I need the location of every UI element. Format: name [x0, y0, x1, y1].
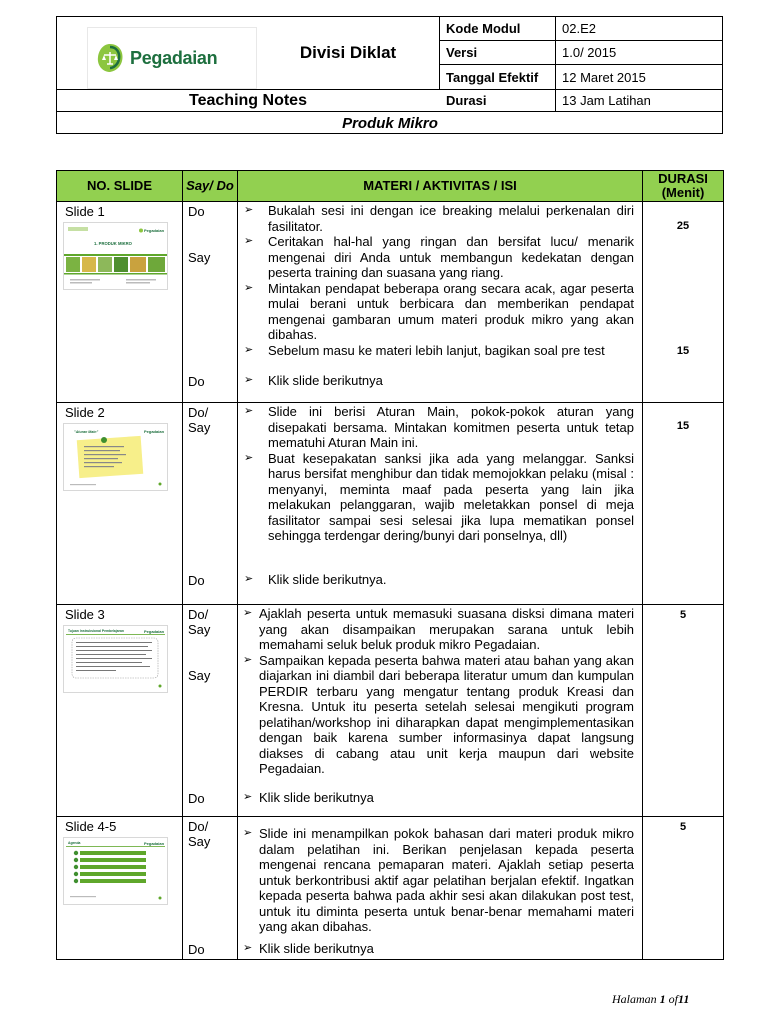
table-row [57, 202, 724, 403]
action-label: Do/ [188, 819, 209, 834]
svg-text:Pegadaian: Pegadaian [144, 228, 165, 233]
action-label: Do [188, 573, 205, 588]
module-title: Produk Mikro [342, 114, 438, 132]
document-header [56, 16, 723, 134]
action-label: Say [188, 420, 211, 435]
slide-number: Slide 2 [65, 405, 105, 420]
slide-thumbnail [64, 838, 167, 904]
thumb-title: "Aturan Main" [74, 430, 99, 434]
action-label: Do [188, 204, 205, 219]
col-header-durasi: DURASI (Menit) [643, 171, 724, 202]
slide-thumbnail [64, 424, 167, 490]
list-item: ➢ Buat kesepakatan sanksi jika ada yang melanggar. Sanksi harus bersifat menghibur dan tidak memojokkan pelaku (misal : menyanyi, meminta maaf pada peserta yang lain jika melakukan pelanggaran, wajib meletakkan ponsel di meja fasilitator sampai sesi selesai jika lupa mematikan ponsel sehingga terdengar dering/bunyi dari ponselnya, dll) [244, 450, 634, 543]
pegadaian-logo [87, 27, 257, 89]
col-header-slide: NO. SLIDE [57, 171, 183, 202]
meta-key-kode: Kode Modul [446, 21, 521, 36]
slide-number: Slide 3 [65, 607, 105, 622]
action-label: Do [188, 942, 205, 957]
list-item: ➢ Bukalah sesi ini dengan ice breaking melalui perkenalan diri fasilitator. [244, 203, 634, 234]
logo-text: Pegadaian [130, 47, 218, 68]
footer-prefix: Halaman [612, 992, 657, 1006]
meta-key-durasi: Durasi [446, 93, 487, 108]
meta-key-versi: Versi [446, 45, 478, 60]
footer-total: 11 [678, 992, 690, 1006]
col-header-materi: MATERI / AKTIVITAS / ISI [238, 171, 643, 202]
arrow-bullet-icon: ➢ [244, 405, 254, 417]
svg-text:Pegadaian: Pegadaian [144, 629, 165, 634]
meta-value-versi: 1.0/ 2015 [562, 45, 617, 60]
arrow-bullet-icon: ➢ [244, 235, 254, 247]
slide-number: Slide 1 [65, 204, 105, 219]
svg-text:Pegadaian: Pegadaian [144, 841, 165, 846]
list-item-next-slide: ➢ Klik slide berikutnya [243, 790, 374, 805]
slide-thumbnail [64, 626, 167, 692]
teaching-notes-title: Teaching Notes [189, 91, 307, 109]
arrow-bullet-icon: ➢ [243, 653, 253, 666]
list-item: ➢ Sebelum masu ke materi lebih lanjut, bagikan soal pre test [244, 342, 605, 358]
footer-of: of [668, 992, 679, 1006]
list-item: ➢ Ajaklah peserta untuk memasuki suasana disksi dimana materi yang akan disampaikan merupakan sarana untuk lebih memahami seluk beluk produk mikro Pegadaian. [243, 606, 634, 652]
action-label: Say [188, 834, 211, 849]
division-title: Divisi Diklat [299, 43, 397, 62]
duration-value: 15 [676, 420, 690, 432]
list-item: ➢ Slide ini menampilkan pokok bahasan dari materi produk mikro dalam pelatihan ini. Berikan penjelasan kepada peserta mengenai rencana pemaparan materi. Ajaklah setiap peserta untuk berkontribusi aktif agar pelatihan berjalan efektif. Ingatkan kepada peserta bahwa pada akhir sesi akan dilakukan post test, untuk itu diminta peserta untuk benar-benar memahami materi yang akan dibahas. [243, 826, 634, 934]
thumb-title: 1. PRODUK MIKRO [94, 241, 132, 246]
arrow-bullet-icon: ➢ [243, 827, 253, 839]
action-label: Say [188, 250, 211, 265]
thumb-title: Agenda [68, 841, 81, 845]
meta-value-tanggal: 12 Maret 2015 [562, 69, 646, 85]
table-row [57, 605, 724, 817]
arrow-bullet-icon: ➢ [244, 374, 254, 386]
action-label: Say [188, 622, 211, 637]
action-label: Do/ [188, 607, 209, 622]
teaching-notes-table [56, 170, 724, 960]
arrow-bullet-icon: ➢ [244, 204, 254, 216]
list-item: ➢ Mintakan pendapat beberapa orang secara acak, agar peserta mulai berani untuk berbicara dan memberikan pendapat mengenai gambaran umum materi produk mikro yang akan dibahas. [244, 280, 634, 342]
page-footer [612, 992, 689, 1007]
arrow-bullet-icon: ➢ [243, 942, 253, 954]
table-row [57, 403, 724, 605]
table-row [57, 817, 724, 960]
list-item-next-slide: ➢ Klik slide berikutnya. [244, 572, 387, 587]
duration-value: 25 [676, 220, 690, 232]
slide-thumbnail [64, 223, 167, 289]
action-label: Do [188, 791, 205, 806]
list-item-next-slide: ➢ Klik slide berikutnya [243, 941, 374, 956]
col-header-saydo: Say/ Do [183, 171, 238, 202]
arrow-bullet-icon: ➢ [244, 451, 254, 464]
arrow-bullet-icon: ➢ [243, 791, 253, 803]
arrow-bullet-icon: ➢ [243, 607, 253, 619]
meta-value-durasi: 13 Jam Latihan [562, 93, 651, 108]
slide-number: Slide 4-5 [65, 819, 117, 834]
duration-value: 5 [679, 609, 687, 621]
scale-logo-icon [96, 43, 124, 73]
arrow-bullet-icon: ➢ [244, 281, 254, 294]
arrow-bullet-icon: ➢ [244, 343, 254, 356]
list-item: ➢ Slide ini berisi Aturan Main, pokok-pokok aturan yang disepakati bersama. Mintakan komitmen peserta untuk tetap mematuhi Aturan Main ini. [244, 404, 634, 450]
list-item: ➢ Ceritakan hal-hal yang ringan dan bersifat lucu/ menarik mengenai diri Anda untuk membangun kedekatan dengan peserta training dan suasana yang riang. [244, 234, 634, 280]
meta-key-tanggal: Tanggal Efektif [446, 69, 539, 85]
list-item-next-slide: ➢ Klik slide berikutnya [244, 373, 383, 388]
svg-text:Pegadaian: Pegadaian [144, 429, 165, 434]
meta-value-kode: 02.E2 [562, 21, 596, 36]
action-label: Do [188, 374, 205, 389]
duration-value: 15 [676, 345, 690, 357]
arrow-bullet-icon: ➢ [244, 573, 254, 585]
action-label: Say [188, 668, 211, 683]
footer-page: 1 [659, 992, 666, 1006]
action-label: Do/ [188, 405, 209, 420]
thumb-title: Tujuan Instruksional Pembelajaran [68, 629, 124, 633]
duration-value: 5 [679, 821, 687, 833]
list-item: ➢ Sampaikan kepada peserta bahwa materi atau bahan yang akan diajarkan ini diambil dari beberapa literatur umum dan kumpulan PERDIR terbaru yang mengatur tentang produk Kreasi dan Kresna. Untuk itu peserta setelah selesai mengikuti program pelatihan/workshop ini diharapkan dapat mengimplementasikan dengan baik karena sumber informasinya dapat langsung diakses di cabang atau unit kerja maupun dari website Pegadaian. [243, 652, 634, 776]
